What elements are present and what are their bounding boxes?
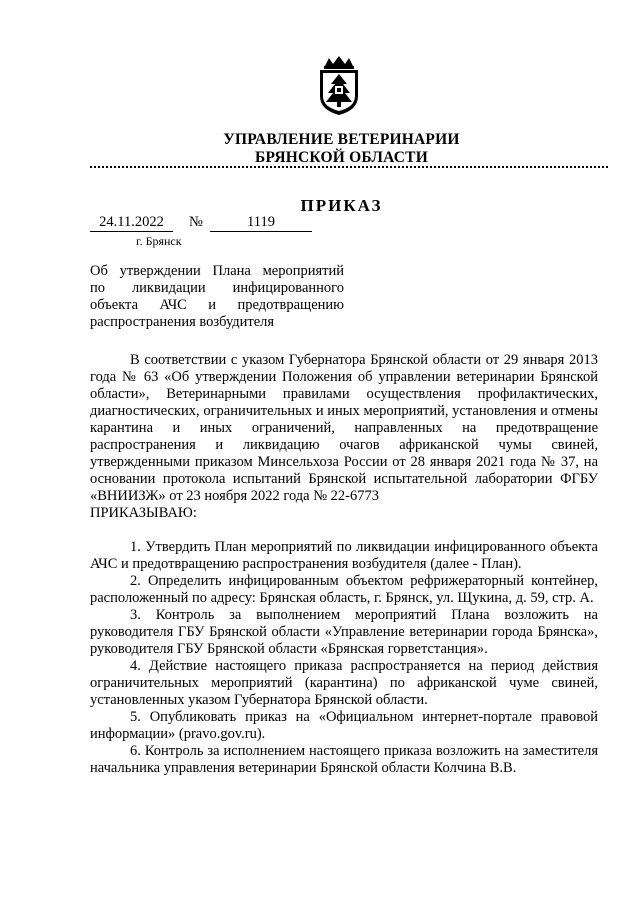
- order-item-4: 4. Действие настоящего приказа распространяется на период действия ограничительных мероприятий (карантина) по африканской чуме свиней, установленных указом Губернатора Брянской области.: [90, 658, 598, 708]
- org-name-line1: УПРАВЛЕНИЕ ВЕТЕРИНАРИИ: [223, 131, 460, 148]
- subject-line: объекта АЧС и предотвращению: [90, 297, 344, 313]
- subject-line: распространения возбудителя: [90, 314, 275, 330]
- order-item-5: 5. Опубликовать приказ на «Официальном интернет-портале правовой информации» (pravo.gov.ru).: [90, 709, 598, 742]
- subject-line: Об утверждении Плана мероприятий: [90, 263, 344, 279]
- order-body: [90, 352, 598, 777]
- order-city: г. Брянск: [136, 234, 182, 248]
- subject-line: по ликвидации инфицированного: [90, 280, 344, 296]
- order-item-3: 3. Контроль за выполнением мероприятий Плана возложить на руководителя ГБУ Брянской области «Управление ветеринарии города Брянска», руководителя ГБУ Брянской области «Брянская горветстанция».: [90, 607, 598, 657]
- order-item-6: 6. Контроль за исполнением настоящего приказа возложить на заместителя начальника управления ветеринарии Брянской области Колчина В.В.: [90, 743, 598, 776]
- order-number-sign: №: [189, 214, 203, 230]
- order-subject: [90, 263, 344, 331]
- bryansk-coat-of-arms-icon: [317, 56, 361, 116]
- order-number: 1119: [210, 214, 312, 232]
- document-title: ПРИКАЗ: [300, 196, 383, 215]
- order-date: 24.11.2022: [90, 214, 173, 232]
- org-name-line2: БРЯНСКОЙ ОБЛАСТИ: [255, 149, 428, 166]
- command-word: ПРИКАЗЫВАЮ:: [90, 505, 197, 521]
- order-item-2: 2. Определить инфицированным объектом рефрижераторный контейнер, расположенный по адресу: Брянская область, г. Брянск, ул. Щукина, д. 59, стр. А.: [90, 573, 598, 606]
- order-item-1: 1. Утвердить План мероприятий по ликвидации инфицированного объекта АЧС и предотвращению распространения возбудителя (далее - План).: [90, 539, 598, 572]
- preamble-paragraph: В соответствии с указом Губернатора Брянской области от 29 января 2013 года № 63 «Об утверждении Положения об управлении ветеринарии Брянской области», Ветеринарными правилами осуществления профилактических, диагностических, ограничительных и иных мероприятий, установления и отмены карантина и иных ограничений, направленных на предотвращение распространения и ликвидацию очагов африканской чумы свиней, утвержденными приказом Минсельхоза России от 28 января 2021 года № 37, на основании протокола испытаний Брянской испытательной лаборатории ФГБУ «ВНИИЗЖ» от 23 ноября 2022 года № 22-6773: [90, 352, 598, 504]
- header-divider: [90, 166, 608, 168]
